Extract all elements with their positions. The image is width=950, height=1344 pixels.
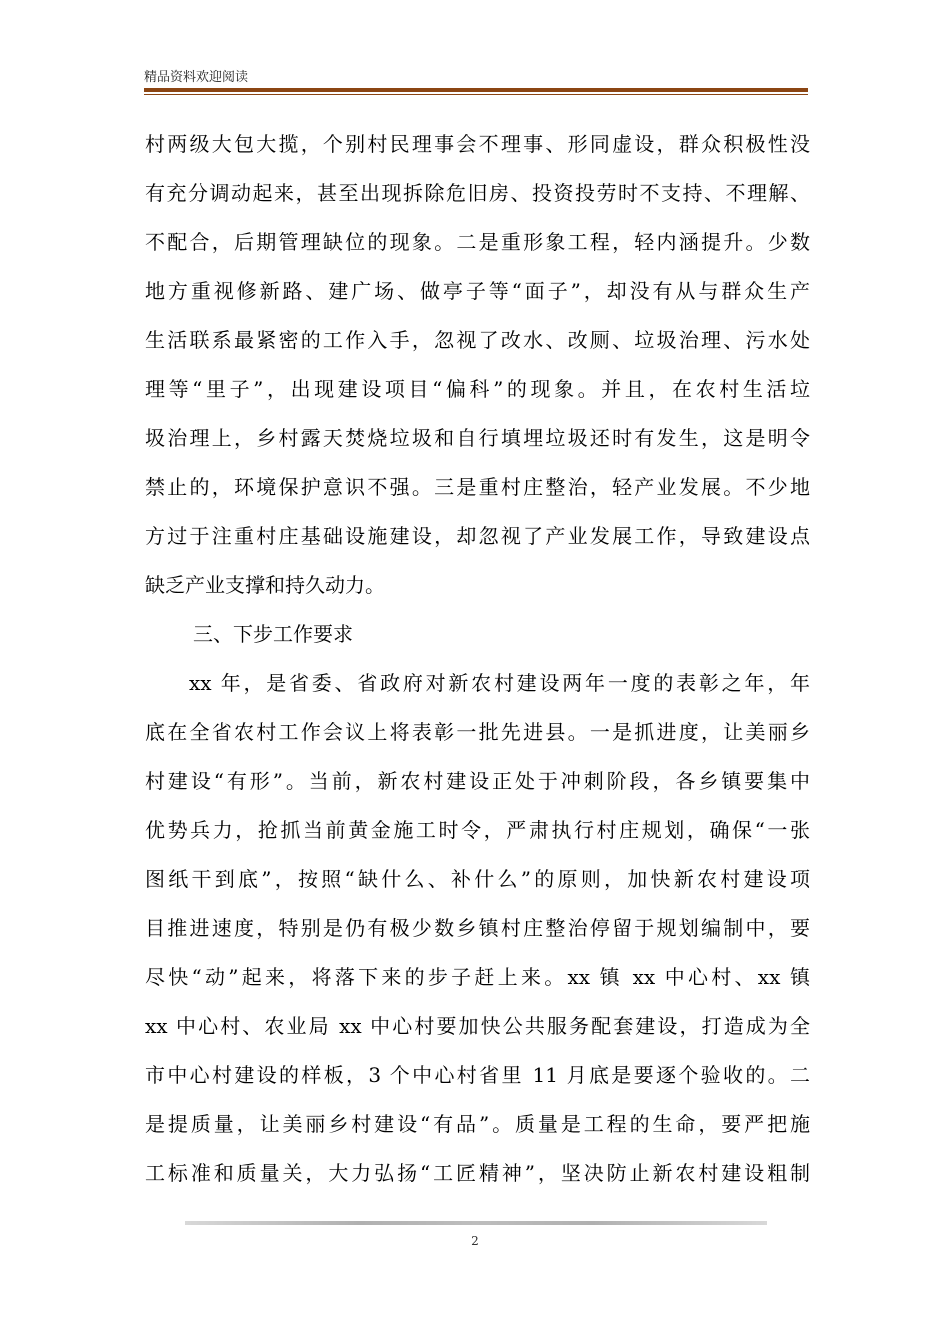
text-line: 不配合，后期管理缺位的现象。二是重形象工程，轻内涵提升。少数 <box>145 230 810 254</box>
text-line: 尽快“动”起来，将落下来的步子赶上来。xx 镇 xx 中心村、xx 镇 <box>145 965 810 989</box>
text-line: 圾治理上，乡村露天焚烧垃圾和自行填埋垃圾还时有发生，这是明令 <box>145 426 810 450</box>
text-line: 地方重视修新路、建广场、做亭子等“面子”，却没有从与群众生产 <box>145 279 810 303</box>
text-line: 底在全省农村工作会议上将表彰一批先进县。一是抓进度，让美丽乡 <box>145 720 810 744</box>
text-line: 有充分调动起来，甚至出现拆除危旧房、投资投劳时不支持、不理解、 <box>145 181 810 205</box>
text-line: 生活联系最紧密的工作入手，忽视了改水、改厕、垃圾治理、污水处 <box>145 328 810 352</box>
header-rule-thick <box>144 88 808 92</box>
text-line: 缺乏产业支撑和持久动力。 <box>145 573 385 597</box>
header-rule-thin <box>144 94 808 95</box>
text-line: xx 年，是省委、省政府对新农村建设两年一度的表彰之年，年 <box>189 671 810 695</box>
text-line: 村两级大包大揽，个别村民理事会不理事、形同虚设，群众积极性没 <box>145 132 810 156</box>
text-line: 方过于注重村庄基础设施建设，却忽视了产业发展工作，导致建设点 <box>145 524 810 548</box>
body-text <box>145 120 810 1198</box>
text-line: 理等“里子”，出现建设项目“偏科”的现象。并且，在农村生活垃 <box>145 377 810 401</box>
header-title: 精品资料欢迎阅读 <box>144 70 249 85</box>
text-line: 是提质量，让美丽乡村建设“有品”。质量是工程的生命，要严把施 <box>145 1112 810 1136</box>
text-line: xx 中心村、农业局 xx 中心村要加快公共服务配套建设，打造成为全 <box>145 1014 810 1038</box>
text-line: 目推进速度，特别是仍有极少数乡镇村庄整治停留于规划编制中，要 <box>145 916 810 940</box>
text-line: 禁止的，环境保护意识不强。三是重村庄整治，轻产业发展。不少地 <box>145 475 810 499</box>
section-heading: 三、下步工作要求 <box>193 622 353 646</box>
text-line: 村建设“有形”。当前，新农村建设正处于冲刺阶段，各乡镇要集中 <box>145 769 810 793</box>
text-line: 市中心村建设的样板，3 个中心村省里 11 月底是要逐个验收的。二 <box>145 1063 810 1087</box>
text-line: 图纸干到底”，按照“缺什么、补什么”的原则，加快新农村建设项 <box>145 867 810 891</box>
text-line: 优势兵力，抢抓当前黄金施工时令，严肃执行村庄规划，确保“一张 <box>145 818 810 842</box>
footer-rule <box>185 1221 767 1225</box>
page-number: 2 <box>471 1234 479 1248</box>
text-line: 工标准和质量关，大力弘扬“工匠精神”，坚决防止新农村建设粗制 <box>145 1161 810 1185</box>
page-header <box>144 70 808 86</box>
